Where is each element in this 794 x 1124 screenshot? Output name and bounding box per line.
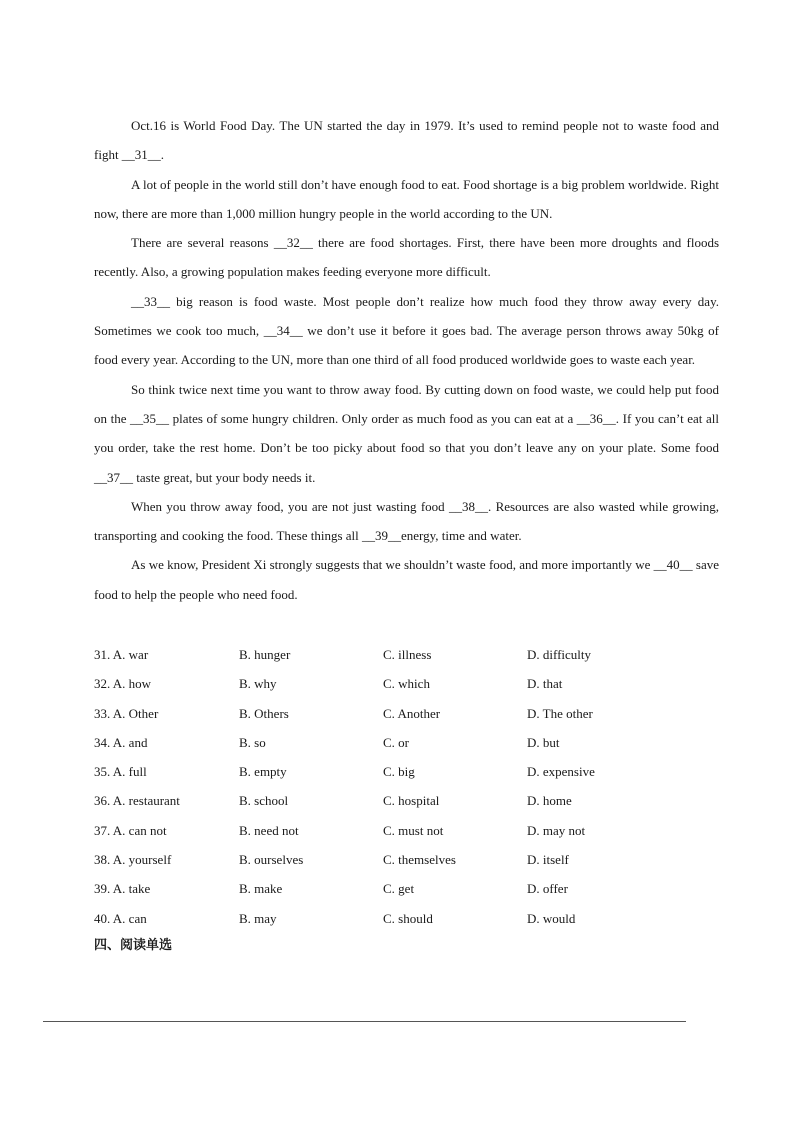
question-36-options (94, 786, 719, 815)
passage-paragraph-5: So think twice next time you want to throw away food. By cutting down on food waste, we could help put food on the __35__ plates of some hungry children. Only order as much food as you can eat at a __36__. If you can’t eat all you order, take the rest home. Don’t be too picky about food so that you don’t leave any on your plate. Some food __37__ taste great, but your body needs it. (94, 381, 719, 485)
option-39-b: B. make (239, 881, 283, 897)
question-40-options (94, 904, 719, 933)
option-31-b: B. hunger (239, 647, 291, 662)
option-37-d: D. may not (527, 822, 586, 838)
passage-paragraph-1: Oct.16 is World Food Day. The UN started the day in 1979. It’s used to remind people not to waste food and fight __31__. (94, 118, 719, 163)
option-36-c: C. hospital (383, 793, 440, 809)
option-37-a: 37. A. can not (94, 822, 167, 838)
question-32-options (94, 669, 719, 698)
option-38-a: 38. A. yourself (94, 852, 172, 868)
option-33-b: B. Others (239, 705, 289, 721)
passage-paragraph-2: A lot of people in the world still don’t have enough food to eat. Food shortage is a big problem worldwide. Right now, there are more than 1,000 million hungry people in the world according to the UN. (94, 176, 719, 221)
answer-options (94, 640, 719, 933)
passage-paragraph-7: As we know, President Xi strongly suggests that we shouldn’t waste food, and more importantly we __40__ save food to help the people who need food. (94, 557, 719, 602)
option-40-d: D. would (527, 910, 576, 926)
option-31-d: D. difficulty (527, 647, 592, 662)
question-39-options (94, 874, 719, 903)
option-33-a: 33. A. Other (94, 705, 159, 721)
option-38-c: C. themselves (383, 852, 456, 868)
option-31-a: 31. A. war (94, 647, 149, 662)
passage-paragraph-3: There are several reasons __32__ there are food shortages. First, there have been more droughts and floods recently. Also, a growing population makes feeding everyone more difficult. (94, 235, 719, 280)
option-38-d: D. itself (527, 852, 569, 868)
option-31-c: C. illness (383, 647, 432, 662)
question-37-options (94, 816, 719, 845)
option-37-b: B. need not (239, 822, 299, 838)
option-34-b: B. so (239, 734, 266, 750)
question-38-options (94, 845, 719, 874)
option-34-d: D. but (527, 734, 560, 750)
footer-divider (43, 1021, 686, 1022)
option-40-c: C. should (383, 910, 433, 926)
option-36-a: 36. A. restaurant (94, 793, 180, 809)
option-35-b: B. empty (239, 764, 287, 780)
option-33-c: C. Another (383, 705, 441, 721)
option-40-b: B. may (239, 910, 277, 926)
question-35-options (94, 757, 719, 786)
section-heading: 四、阅读单选 (94, 938, 173, 953)
question-34-options (94, 728, 719, 757)
option-32-b: B. why (239, 676, 277, 692)
option-39-c: C. get (383, 881, 415, 897)
option-35-a: 35. A. full (94, 764, 147, 780)
option-38-b: B. ourselves (239, 852, 304, 868)
option-40-a: 40. A. can (94, 910, 147, 926)
option-35-d: D. expensive (527, 764, 595, 780)
option-36-d: D. home (527, 793, 572, 809)
option-37-c: C. must not (383, 822, 444, 838)
passage-paragraph-6: When you throw away food, you are not just wasting food __38__. Resources are also wasted while growing, transporting and cooking the food. These things all __39__energy, time and water. (94, 498, 719, 544)
option-39-a: 39. A. take (94, 881, 151, 897)
option-32-c: C. which (383, 676, 430, 692)
option-34-a: 34. A. and (94, 734, 148, 750)
option-32-a: 32. A. how (94, 676, 152, 692)
option-35-c: C. big (383, 764, 415, 780)
passage-paragraph-4: __33__ big reason is food waste. Most people don’t realize how much food they throw away every day. Sometimes we cook too much, __34__ we don’t use it before it goes bad. The average person throws away 50kg of food every year. According to the UN, more than one third of all food produced worldwide goes to waste each year. (94, 293, 719, 368)
option-34-c: C. or (383, 734, 409, 750)
option-32-d: D. that (527, 676, 563, 692)
question-33-options (94, 699, 719, 728)
cloze-passage (94, 111, 719, 609)
option-39-d: D. offer (527, 881, 568, 897)
option-33-d: D. The other (527, 705, 593, 721)
question-31-options (94, 640, 719, 669)
option-36-b: B. school (239, 793, 289, 809)
